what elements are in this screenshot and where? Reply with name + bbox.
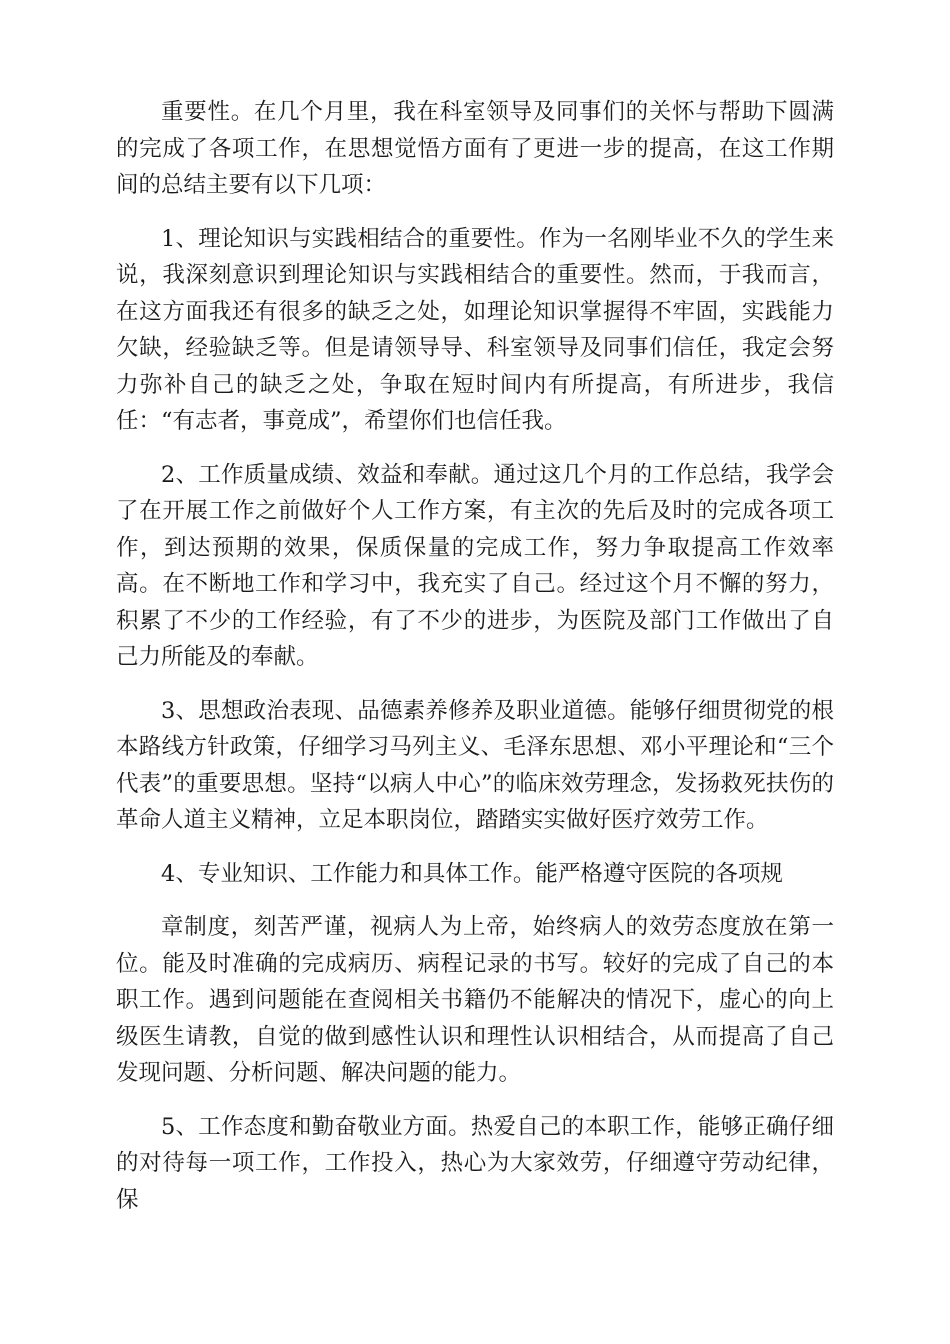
paragraph-professional-knowledge-heading: 4、专业知识、工作能力和具体工作。能严格遵守医院的各项规 xyxy=(161,860,783,887)
paragraph-intro: 重要性。在几个月里，我在科室领导及同事们的关怀与帮助下圆满的完成了各项工作，在思想觉悟方面有了更进一步的提高，在这工作期间的总结主要有以下几项： xyxy=(116,99,834,198)
paragraph-theory-practice: 1、理论知识与实践相结合的重要性。作为一名刚毕业不久的学生来说，我深刻意识到理论知识与实践相结合的重要性。然而，于我而言，在这方面我还有很多的缺乏之处，如理论知识掌握得不牢固，实践能力欠缺，经验缺乏等。但是请领导导、科室领导及同事们信任，我定会努力弥补自己的缺乏之处，争取在短时间内有所提高，有所进步，我信任：“有志者，事竟成”，希望你们也信任我。 xyxy=(116,225,834,434)
paragraph-professional-knowledge: 章制度，刻苦严谨，视病人为上帝，始终病人的效劳态度放在第一位。能及时准确的完成病历、病程记录的书写。较好的完成了自己的本职工作。遇到问题能在查阅相关书籍仍不能解决的情况下，虚心的向上级医生请教，自觉的做到感性认识和理性认识相结合，从而提高了自己发现问题、分析问题、解决问题的能力。 xyxy=(116,914,834,1086)
paragraph-work-attitude: 5、工作态度和勤奋敬业方面。热爱自己的本职工作，能够正确仔细的对待每一项工作，工作投入，热心为大家效劳，仔细遵守劳动纪律，保 xyxy=(116,1113,834,1213)
paragraph-work-quality: 2、工作质量成绩、效益和奉献。通过这几个月的工作总结，我学会了在开展工作之前做好个人工作方案，有主次的先后及时的完成各项工作，到达预期的效果，保质保量的完成工作，努力争取提高工作效率高。在不断地工作和学习中，我充实了自己。经过这个月不懈的努力，积累了不少的工作经验，有了不少的进步，为医院及部门工作做出了自己力所能及的奉献。 xyxy=(116,461,834,670)
document-page xyxy=(116,94,834,1218)
paragraph-political-ethics: 3、思想政治表现、品德素养修养及职业道德。能够仔细贯彻党的根本路线方针政策，仔细学习马列主义、毛泽东思想、邓小平理论和“三个代表”的重要思想。坚持“以病人中心”的临床效劳理念，发扬救死扶伤的革命人道主义精神，立足本职岗位，踏踏实实做好医疗效劳工作。 xyxy=(116,697,834,833)
